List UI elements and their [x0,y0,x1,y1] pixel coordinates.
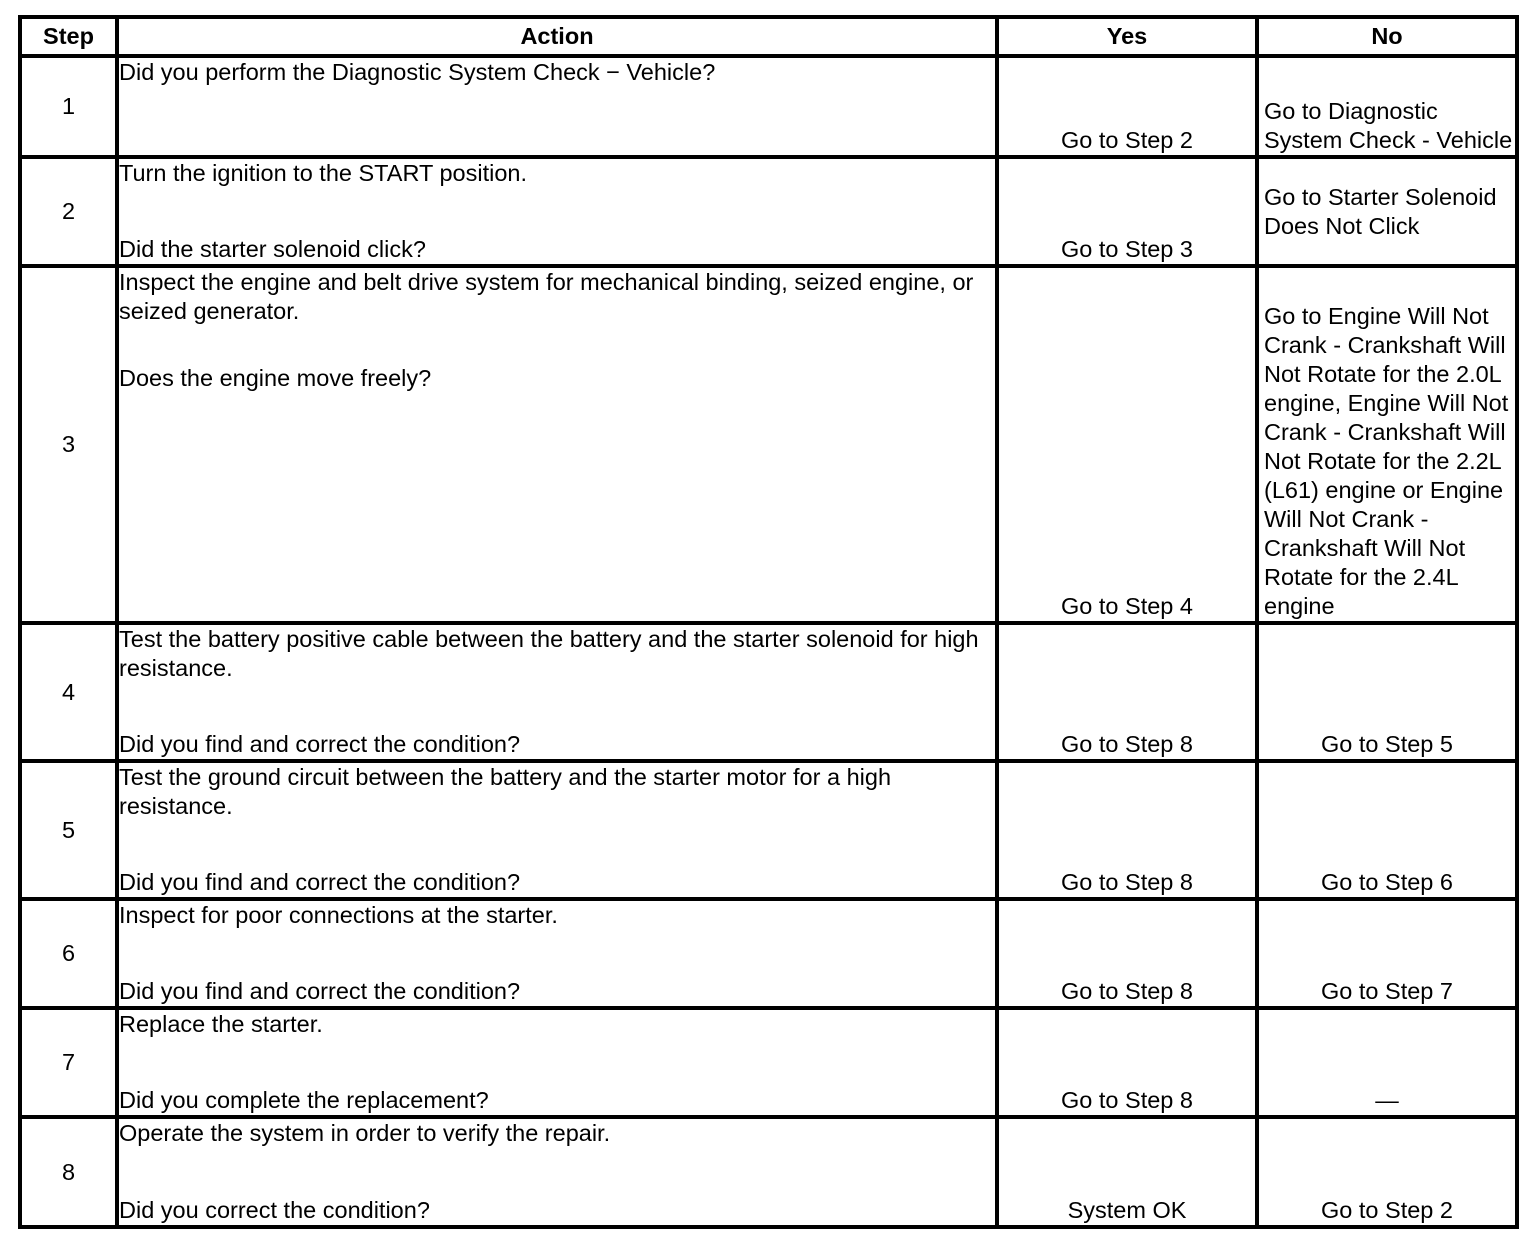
no-result: Go to Step 5 [1259,625,1519,763]
yes-result: Go to Step 8 [999,901,1259,1010]
no-result: — [1259,1010,1519,1119]
question-text: Did you find and correct the condition? [119,978,521,1004]
no-result: Go to Step 6 [1259,763,1519,901]
table-row [18,625,1519,763]
yes-result: Go to Step 8 [999,1010,1259,1119]
step-number: 5 [18,763,119,901]
header-yes: Yes [999,15,1259,58]
table-row [18,58,1519,159]
no-result: Go to Diagnostic System Check - Vehicle [1259,58,1519,159]
table-row [18,901,1519,1010]
action-cell [119,763,999,901]
yes-result: Go to Step 2 [999,58,1259,159]
question-text: Did you correct the condition? [119,1197,430,1223]
no-result: Go to Step 2 [1259,1119,1519,1229]
header-row [18,15,1519,58]
action-text: Turn the ignition to the START position. [119,160,527,186]
diagnostic-table [18,15,1519,1229]
table-row [18,159,1519,268]
question-text: Did you find and correct the condition? [119,869,521,895]
table-row [18,1010,1519,1119]
spacer [119,326,995,364]
table-row [18,763,1519,901]
step-number: 1 [18,58,119,159]
question-text: Did the starter solenoid click? [119,236,426,262]
no-result: Go to Starter Solenoid Does Not Click [1259,159,1519,268]
header-step: Step [18,15,119,58]
action-text: Inspect the engine and belt drive system for mechanical binding, seized engine, or seized generator. [119,269,974,324]
action-cell [119,625,999,763]
step-number: 3 [18,268,119,625]
no-result: Go to Step 7 [1259,901,1519,1010]
yes-result: Go to Step 8 [999,763,1259,901]
action-text: Test the battery positive cable between the battery and the starter solenoid for high resistance. [119,626,979,681]
action-cell [119,58,999,159]
question-text: Did you complete the replacement? [119,1087,489,1113]
table-row [18,1119,1519,1229]
action-text: Test the ground circuit between the battery and the starter motor for a high resistance. [119,764,892,819]
step-number: 7 [18,1010,119,1119]
yes-result: Go to Step 3 [999,159,1259,268]
yes-result: Go to Step 4 [999,268,1259,625]
header-no: No [1259,15,1519,58]
question-text: Does the engine move freely? [119,365,432,391]
step-number: 8 [18,1119,119,1229]
step-number: 6 [18,901,119,1010]
action-text: Replace the starter. [119,1011,323,1037]
header-action: Action [119,15,999,58]
action-text: Inspect for poor connections at the starter. [119,902,558,928]
table-row [18,268,1519,625]
step-number: 4 [18,625,119,763]
action-cell [119,268,999,625]
action-cell [119,901,999,1010]
action-cell [119,159,999,268]
step-number: 2 [18,159,119,268]
action-text: Operate the system in order to verify the repair. [119,1120,611,1146]
yes-result: System OK [999,1119,1259,1229]
action-cell [119,1010,999,1119]
action-cell [119,1119,999,1229]
question-text: Did you find and correct the condition? [119,731,521,757]
no-result: Go to Engine Will Not Crank - Crankshaft Will Not Rotate for the 2.0L engine, Engine Will Not Crank - Crankshaft Will Not Rotate for the 2.2L (L61) engine or Engine Will Not Crank - Crankshaft Will Not Rotate for the 2.4L engine [1259,268,1519,625]
action-text: Did you perform the Diagnostic System Check − Vehicle? [119,59,716,85]
yes-result: Go to Step 8 [999,625,1259,763]
